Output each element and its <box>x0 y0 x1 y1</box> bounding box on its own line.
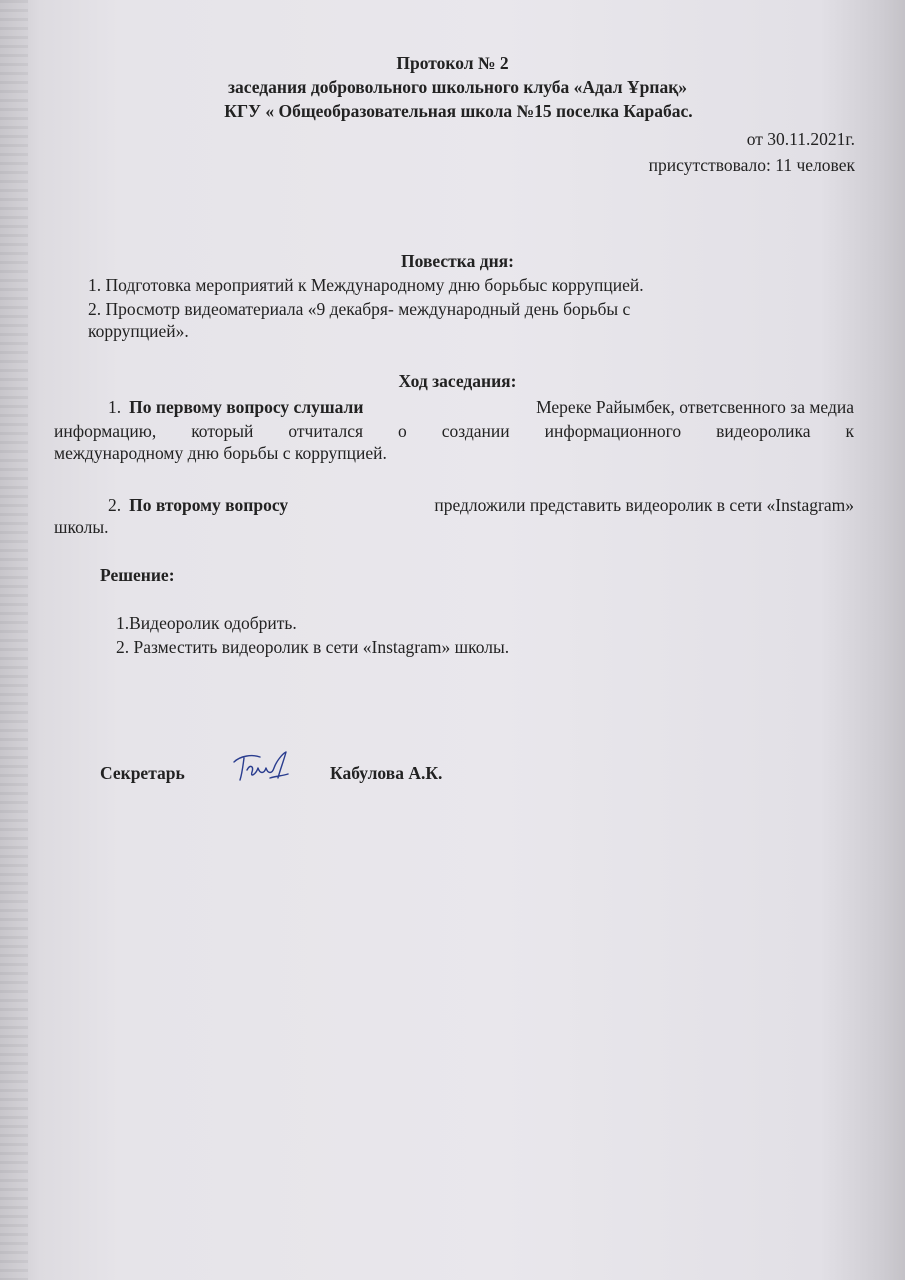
decision-heading: Решение: <box>100 565 175 585</box>
proceedings-paragraph-1-line-1 <box>108 396 854 418</box>
paragraph-2-number: 2. <box>108 495 122 515</box>
paragraph-2-rest: предложили представить видеоролик в сети «Instagram» <box>434 495 854 515</box>
paragraph-1-number: 1. <box>108 397 122 417</box>
proceedings-heading: Ход заседания: <box>398 371 517 391</box>
proceedings-paragraph-1-line-3: международному дню борьбы с коррупцией. <box>54 443 387 463</box>
agenda-item-2-line-2: коррупцией». <box>88 321 189 341</box>
meeting-date: от 30.11.2021г. <box>746 129 855 149</box>
paragraph-2-lead: По второму вопросу <box>129 495 289 515</box>
agenda-item-2-line-1: 2. Просмотр видеоматериала «9 декабря- международный день борьбы с <box>88 299 631 319</box>
protocol-subtitle: заседания добровольного школьного клуба «Адал Ұрпақ» <box>227 77 688 97</box>
proceedings-paragraph-2-line-1 <box>108 494 854 516</box>
paragraph-1-lead: По первому вопросу слушали <box>129 397 364 417</box>
decision-item-1: 1.Видеоролик одобрить. <box>116 613 297 633</box>
proceedings-paragraph-1-line-2: информацию, который отчитался о создании информационного видеоролика к <box>54 421 854 441</box>
paragraph-1-rest: Мереке Райымбек, ответсвенного за медиа <box>536 397 854 417</box>
protocol-title: Протокол № 2 <box>396 53 509 73</box>
agenda-heading: Повестка дня: <box>401 251 514 271</box>
secretary-role: Секретарь <box>100 763 185 783</box>
secretary-name: Кабулова А.К. <box>330 763 443 783</box>
handwritten-signature <box>230 748 292 786</box>
decision-item-2: 2. Разместить видеоролик в сети «Instagram» школы. <box>116 637 510 657</box>
agenda-item-1: 1. Подготовка мероприятий к Международному дню борьбыс коррупцией. <box>88 275 644 295</box>
attendance-count: присутствовало: 11 человек <box>648 155 855 175</box>
proceedings-paragraph-2-line-2: школы. <box>54 517 109 537</box>
school-name: КГУ « Общеобразовательная школа №15 поселка Карабас. <box>224 101 693 121</box>
